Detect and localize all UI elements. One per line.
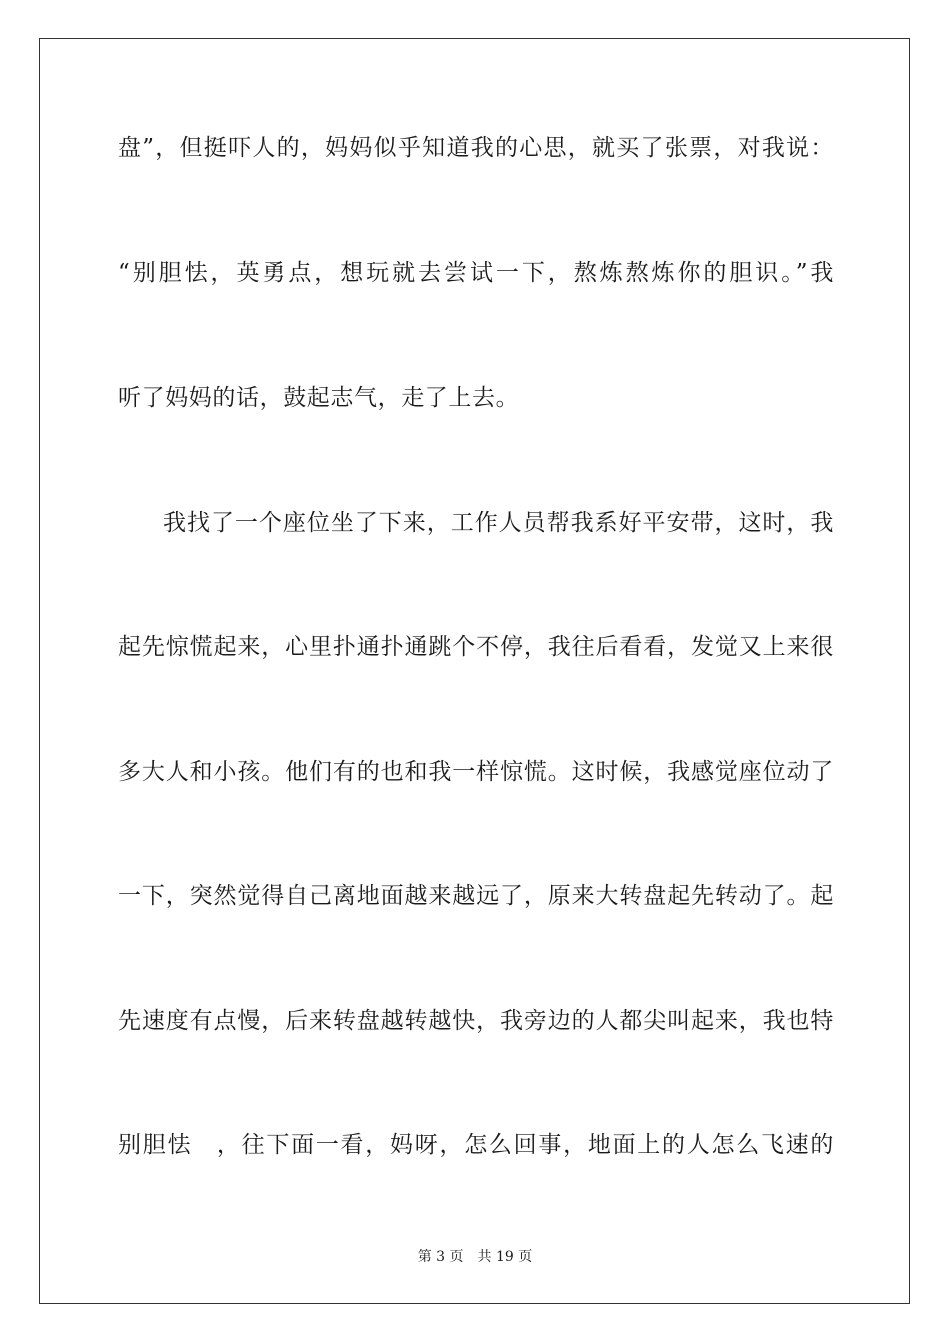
page-number-footer: 第 3 页 共 19 页 — [417, 1249, 533, 1265]
text-line-9: 别胆怯 ，往下面一看，妈呀，怎么回事，地面上的人怎么飞速的 — [118, 1132, 834, 1158]
text-line-7: 一下，突然觉得自己离地面越来越远了，原来大转盘起先转动了。起 — [118, 883, 834, 909]
text-line-6: 多大人和小孩。他们有的也和我一样惊慌。这时候，我感觉座位动了 — [118, 759, 834, 785]
page-border — [39, 38, 910, 1304]
text-line-3: 听了妈妈的话，鼓起志气，走了上去。 — [118, 385, 520, 411]
text-line-1: 盘”，但挺吓人的，妈妈似乎知道我的心思，就买了张票，对我说： — [118, 135, 834, 161]
text-line-8: 先速度有点慢，后来转盘越转越快，我旁边的人都尖叫起来，我也特 — [118, 1008, 834, 1034]
text-line-5: 起先惊慌起来，心里扑通扑通跳个不停，我往后看看，发觉又上来很 — [118, 634, 834, 660]
text-line-2: “别胆怯，英勇点，想玩就去尝试一下，熬炼熬炼你的胆识。”我 — [118, 260, 834, 286]
text-line-4: 我找了一个座位坐了下来，工作人员帮我系好平安带，这时，我 — [163, 510, 834, 536]
